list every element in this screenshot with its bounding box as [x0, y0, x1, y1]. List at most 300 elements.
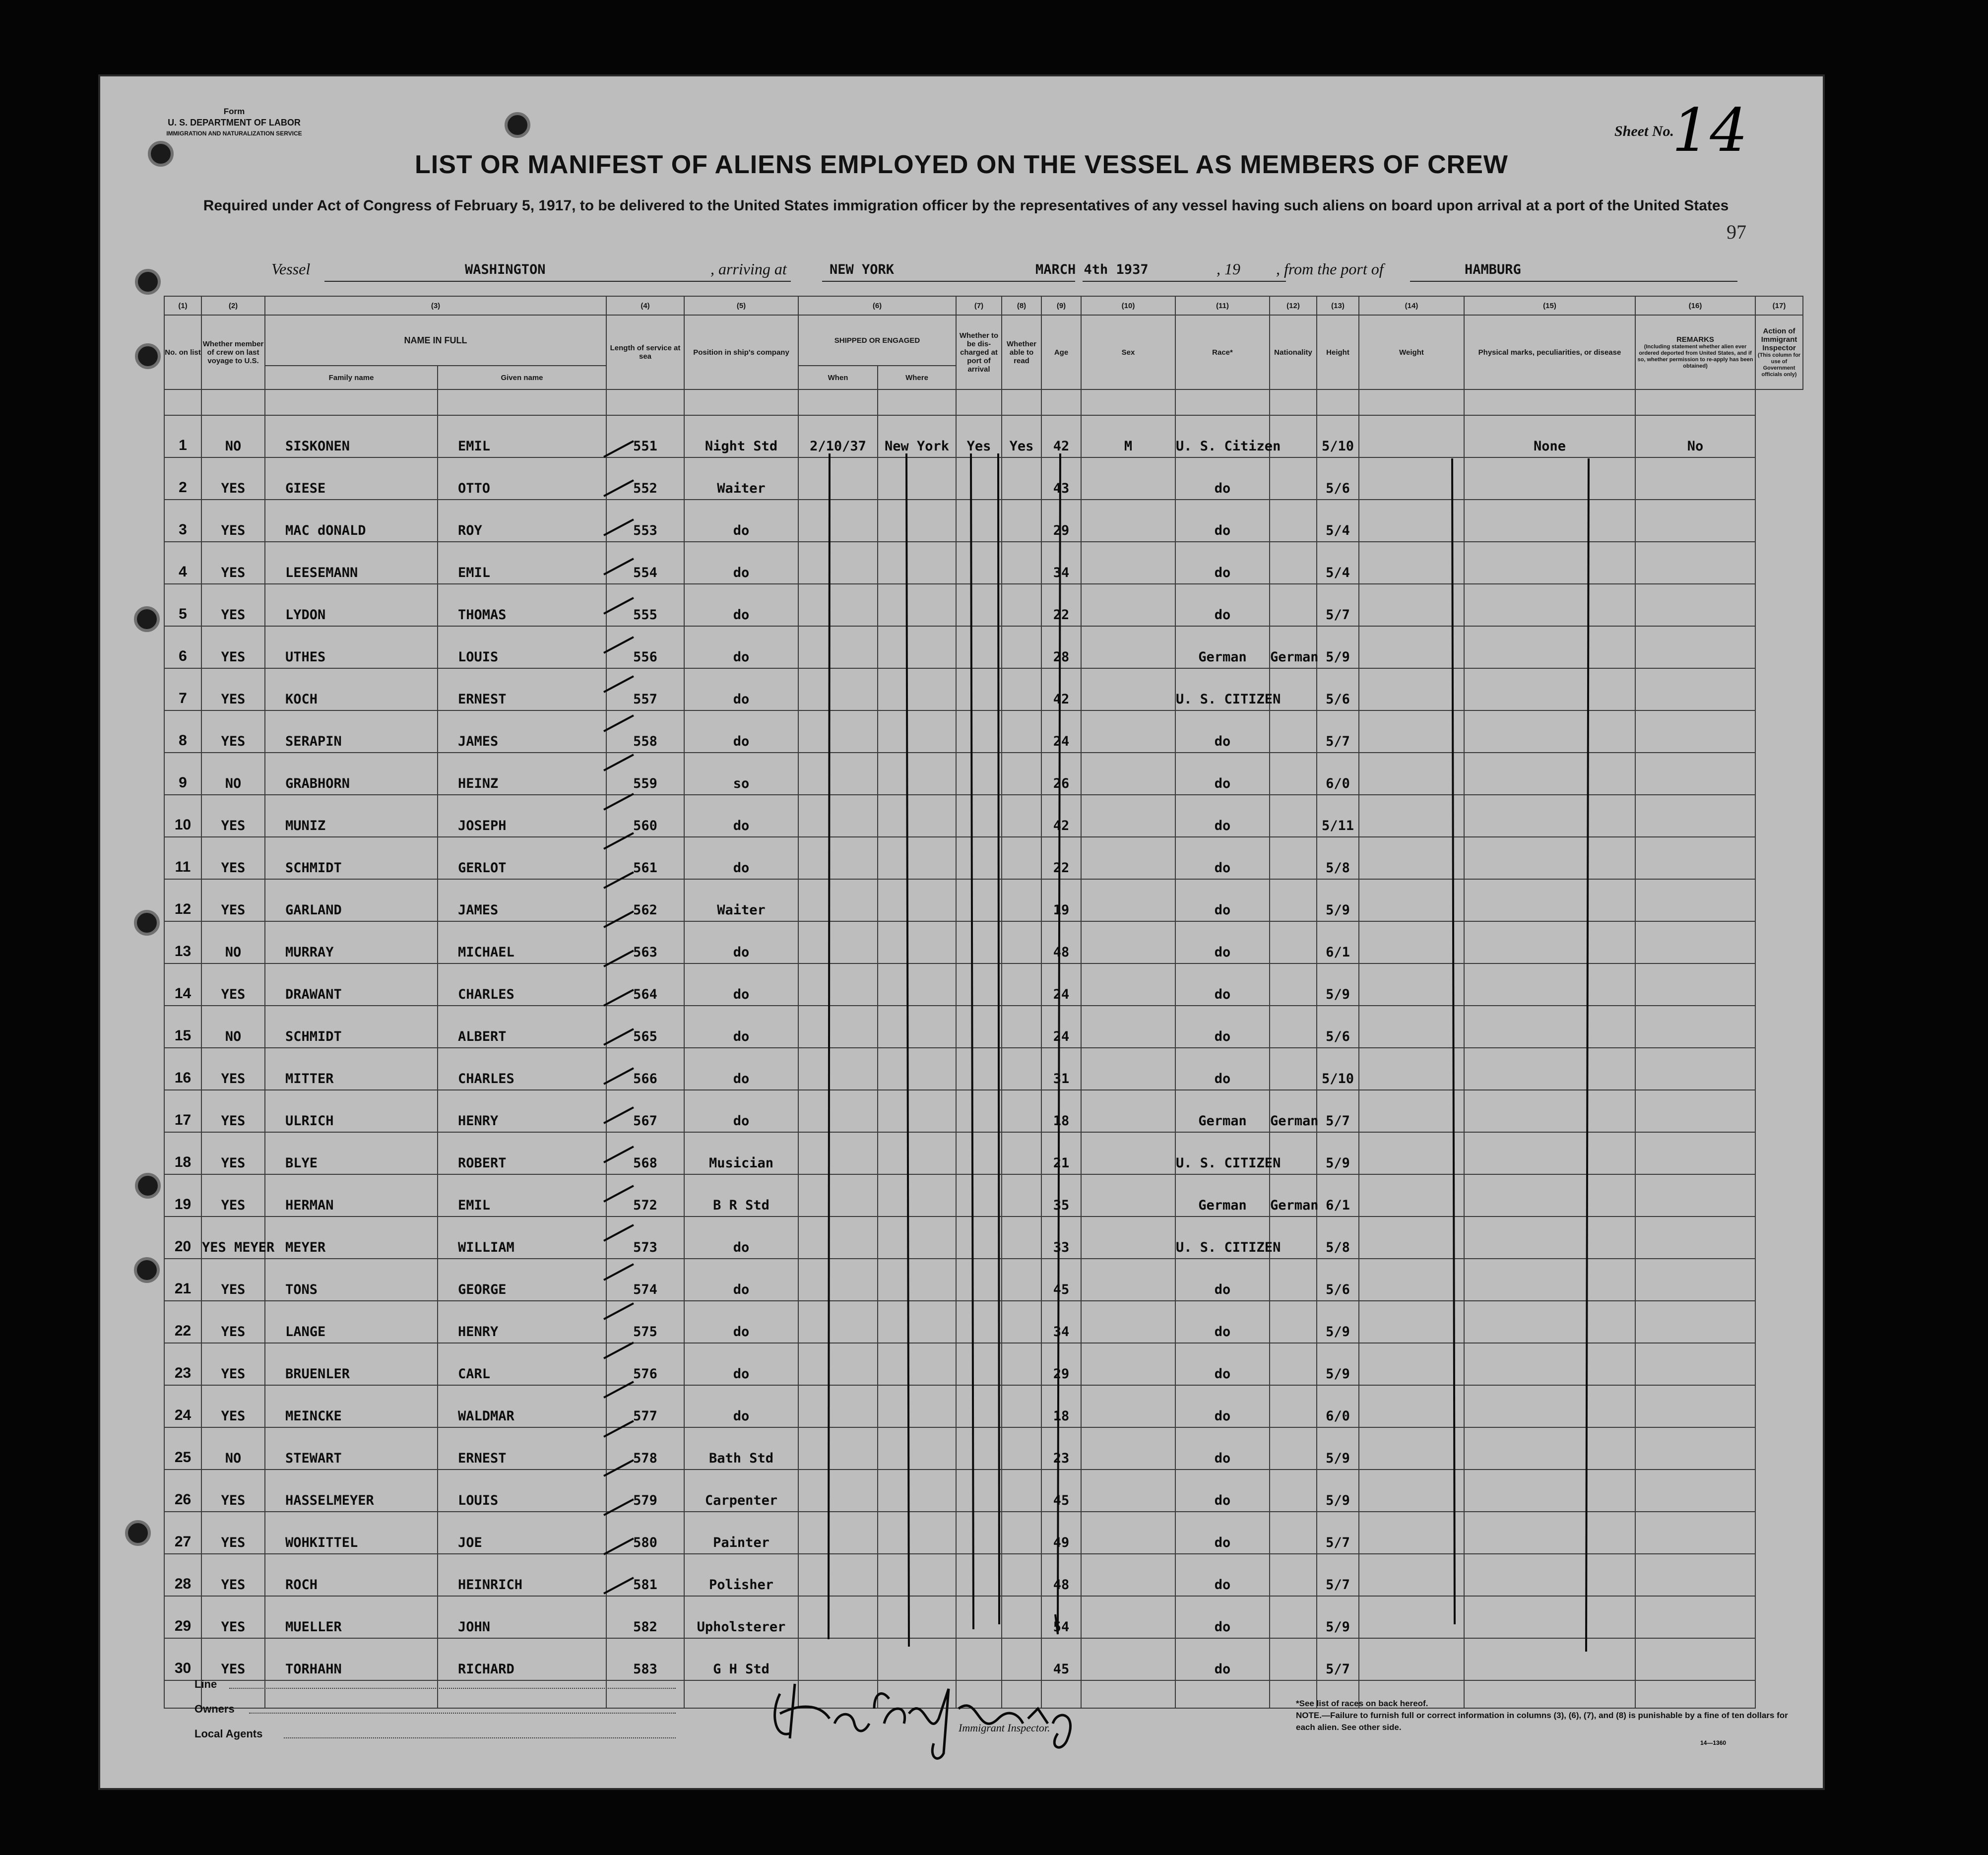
height-cell: 5/7 — [1317, 1090, 1359, 1132]
col-when: When — [798, 366, 878, 389]
weight-cell — [1359, 415, 1464, 457]
given-name-cell: CHARLES — [438, 1048, 606, 1090]
shipped-when-cell — [798, 963, 878, 1006]
col-num: (16) — [1635, 296, 1755, 315]
able-to-read-cell — [1002, 500, 1041, 542]
discharged-flag-cell — [956, 584, 1002, 626]
weight-cell — [1359, 1638, 1464, 1680]
discharged-flag-cell — [956, 837, 1002, 879]
col-able-to-read: Whether able to read — [1002, 315, 1041, 389]
punch-hole — [135, 269, 161, 295]
ship-position-cell: do — [684, 500, 798, 542]
footer-agents-rule — [284, 1737, 676, 1738]
col-name-in-full: NAME IN FULL — [265, 315, 606, 366]
sex-cell — [1081, 1470, 1175, 1512]
physical-marks-cell — [1464, 1554, 1635, 1596]
ship-position-cell: Night Std — [684, 415, 798, 457]
document-title: LIST OR MANIFEST OF ALIENS EMPLOYED ON THE VESSEL AS MEMBERS OF CREW — [415, 150, 1508, 179]
shipped-when-cell — [798, 1132, 878, 1174]
shipped-when-cell — [798, 1174, 878, 1216]
row-number-cell: 17 — [164, 1090, 201, 1132]
nationality-cell — [1270, 879, 1317, 921]
discharged-flag-cell — [956, 1385, 1002, 1427]
row-number-cell: 27 — [164, 1512, 201, 1554]
col-where: Where — [878, 366, 956, 389]
race-cell: U. S. CITIZEN — [1175, 1132, 1270, 1174]
crew-member-flag-cell: YES — [201, 1132, 265, 1174]
height-cell: 5/9 — [1317, 1301, 1359, 1343]
able-to-read-cell — [1002, 1048, 1041, 1090]
age-cell: 45 — [1041, 1259, 1081, 1301]
weight-cell — [1359, 1385, 1464, 1427]
ship-position-cell: do — [684, 1259, 798, 1301]
remarks-cell — [1635, 1216, 1755, 1259]
weight-cell — [1359, 1470, 1464, 1512]
able-to-read-cell — [1002, 626, 1041, 668]
row-number-cell: 20 — [164, 1216, 201, 1259]
discharged-flag-cell — [956, 753, 1002, 795]
physical-marks-cell — [1464, 1470, 1635, 1512]
row-number-cell: 23 — [164, 1343, 201, 1385]
service-length-cell: 561 — [606, 837, 684, 879]
crew-member-flag-cell: YES — [201, 457, 265, 500]
discharged-flag-cell — [956, 626, 1002, 668]
ship-position-cell: do — [684, 626, 798, 668]
family-name-cell: MUELLER — [265, 1596, 438, 1638]
given-name-cell: THOMAS — [438, 584, 606, 626]
nationality-cell — [1270, 1427, 1317, 1470]
height-cell: 5/6 — [1317, 457, 1359, 500]
discharged-flag-cell — [956, 1301, 1002, 1343]
discharged-flag-cell — [956, 879, 1002, 921]
remarks-cell — [1635, 837, 1755, 879]
height-cell: 5/9 — [1317, 879, 1359, 921]
discharged-flag-cell — [956, 1596, 1002, 1638]
shipped-where-cell — [878, 1512, 956, 1554]
row-number-cell: 6 — [164, 626, 201, 668]
nationality-cell — [1270, 500, 1317, 542]
service-length-cell: 560 — [606, 795, 684, 837]
table-row — [164, 879, 1803, 921]
given-name-cell: EMIL — [438, 1174, 606, 1216]
nationality-cell — [1270, 1596, 1317, 1638]
ship-position-cell: so — [684, 753, 798, 795]
able-to-read-cell — [1002, 921, 1041, 963]
family-name-cell: GIESE — [265, 457, 438, 500]
weight-cell — [1359, 1090, 1464, 1132]
age-cell: 24 — [1041, 710, 1081, 753]
physical-marks-cell — [1464, 1259, 1635, 1301]
able-to-read-cell — [1002, 1427, 1041, 1470]
sex-cell — [1081, 1512, 1175, 1554]
crew-member-flag-cell: YES — [201, 584, 265, 626]
race-cell: do — [1175, 1259, 1270, 1301]
shipped-when-cell — [798, 1259, 878, 1301]
nationality-cell — [1270, 1048, 1317, 1090]
table-row — [164, 668, 1803, 710]
service-length-cell: 575 — [606, 1301, 684, 1343]
height-cell: 5/9 — [1317, 1132, 1359, 1174]
col-no-on-list: No. on list — [164, 315, 201, 389]
physical-marks-cell — [1464, 457, 1635, 500]
crew-member-flag-cell: NO — [201, 1006, 265, 1048]
given-name-cell: ERNEST — [438, 668, 606, 710]
physical-marks-cell — [1464, 879, 1635, 921]
service-length-cell: 574 — [606, 1259, 684, 1301]
weight-cell — [1359, 1301, 1464, 1343]
race-cell: German — [1175, 626, 1270, 668]
height-cell: 5/7 — [1317, 1554, 1359, 1596]
age-cell: 18 — [1041, 1385, 1081, 1427]
discharged-flag-cell — [956, 1343, 1002, 1385]
ship-position-cell: do — [684, 1301, 798, 1343]
family-name-cell: DRAWANT — [265, 963, 438, 1006]
service-name: IMMIGRATION AND NATURALIZATION SERVICE — [166, 130, 302, 137]
nationality-cell — [1270, 1554, 1317, 1596]
race-cell: do — [1175, 500, 1270, 542]
remarks-cell — [1635, 1427, 1755, 1470]
table-row — [164, 1512, 1803, 1554]
family-name-cell: WOHKITTEL — [265, 1512, 438, 1554]
height-cell: 5/7 — [1317, 584, 1359, 626]
age-cell: 29 — [1041, 1343, 1081, 1385]
col-num: (17) — [1755, 296, 1803, 315]
ship-position-cell: Upholsterer — [684, 1596, 798, 1638]
shipped-where-cell — [878, 1343, 956, 1385]
inspector-signature — [760, 1664, 1088, 1763]
col-age: Age — [1041, 315, 1081, 389]
weight-cell — [1359, 1259, 1464, 1301]
shipped-where-cell — [878, 921, 956, 963]
table-row — [164, 500, 1803, 542]
able-to-read-cell — [1002, 963, 1041, 1006]
punch-hole — [135, 1173, 161, 1199]
blank-row — [164, 389, 1803, 415]
ship-position-cell: Waiter — [684, 879, 798, 921]
given-name-cell: HEINZ — [438, 753, 606, 795]
crew-member-flag-cell: YES — [201, 1343, 265, 1385]
given-name-cell: GEORGE — [438, 1259, 606, 1301]
row-number-cell: 30 — [164, 1638, 201, 1680]
discharged-flag-cell — [956, 457, 1002, 500]
row-number-cell: 24 — [164, 1385, 201, 1427]
remarks-cell — [1635, 710, 1755, 753]
shipped-when-cell — [798, 1343, 878, 1385]
service-length-cell: 579 — [606, 1470, 684, 1512]
age-cell: 18 — [1041, 1090, 1081, 1132]
table-row — [164, 584, 1803, 626]
weight-cell — [1359, 1216, 1464, 1259]
col-num: (8) — [1002, 296, 1041, 315]
remarks-cell — [1635, 921, 1755, 963]
age-cell: 31 — [1041, 1048, 1081, 1090]
remarks-cell — [1635, 1554, 1755, 1596]
age-cell: 22 — [1041, 584, 1081, 626]
sex-cell — [1081, 1259, 1175, 1301]
physical-marks-cell — [1464, 1427, 1635, 1470]
physical-marks-cell — [1464, 1596, 1635, 1638]
family-name-cell: HASSELMEYER — [265, 1470, 438, 1512]
service-length-cell: 567 — [606, 1090, 684, 1132]
ship-position-cell: do — [684, 963, 798, 1006]
service-length-cell: 562 — [606, 879, 684, 921]
given-name-cell: HEINRICH — [438, 1554, 606, 1596]
remarks-cell — [1635, 1048, 1755, 1090]
table-row — [164, 710, 1803, 753]
given-name-cell: WILLIAM — [438, 1216, 606, 1259]
document-subtitle: Required under Act of Congress of February 5, 1917, to be delivered to the United States immigration officer by the representatives of any vessel having such aliens on board upon arrival at a port of the United States — [203, 197, 1729, 214]
discharged-flag-cell — [956, 500, 1002, 542]
physical-marks-cell — [1464, 963, 1635, 1006]
able-to-read-cell — [1002, 1259, 1041, 1301]
shipped-where-cell — [878, 1048, 956, 1090]
footer-line-label: Line — [194, 1678, 217, 1690]
physical-marks-cell — [1464, 795, 1635, 837]
ship-position-cell: Polisher — [684, 1554, 798, 1596]
physical-marks-cell — [1464, 1216, 1635, 1259]
race-cell: do — [1175, 1638, 1270, 1680]
able-to-read-cell — [1002, 542, 1041, 584]
from-port-label: , from the port of — [1276, 260, 1384, 278]
nationality-cell — [1270, 837, 1317, 879]
col-length-service: Length of service at sea — [606, 315, 684, 389]
discharged-flag-cell — [956, 668, 1002, 710]
race-cell: do — [1175, 963, 1270, 1006]
service-length-cell: 572 — [606, 1174, 684, 1216]
sex-cell — [1081, 626, 1175, 668]
nationality-cell: German — [1270, 1090, 1317, 1132]
height-cell: 5/7 — [1317, 1638, 1359, 1680]
crew-member-flag-cell: YES — [201, 795, 265, 837]
weight-cell — [1359, 1512, 1464, 1554]
col-position: Position in ship's company — [684, 315, 798, 389]
race-cell: German — [1175, 1174, 1270, 1216]
physical-marks-cell — [1464, 584, 1635, 626]
weight-cell — [1359, 837, 1464, 879]
shipped-where-cell — [878, 795, 956, 837]
age-cell: 24 — [1041, 963, 1081, 1006]
discharged-flag-cell — [956, 1132, 1002, 1174]
col-remarks — [1635, 315, 1755, 389]
discharged-flag-cell — [956, 1006, 1002, 1048]
sex-cell — [1081, 1301, 1175, 1343]
sheet-label: Sheet No. — [1614, 123, 1674, 139]
races-note: *See list of races on back hereof. — [1296, 1699, 1428, 1708]
race-cell: do — [1175, 1343, 1270, 1385]
service-length-cell: 556 — [606, 626, 684, 668]
height-cell: 5/4 — [1317, 500, 1359, 542]
remarks-cell — [1635, 1596, 1755, 1638]
race-cell: do — [1175, 1554, 1270, 1596]
sex-cell — [1081, 1090, 1175, 1132]
able-to-read-cell — [1002, 1090, 1041, 1132]
weight-cell — [1359, 1427, 1464, 1470]
weight-cell — [1359, 668, 1464, 710]
nationality-cell — [1270, 1470, 1317, 1512]
family-name-cell: MUNIZ — [265, 795, 438, 837]
weight-cell — [1359, 1006, 1464, 1048]
service-length-cell: 578 — [606, 1427, 684, 1470]
remarks-cell — [1635, 1090, 1755, 1132]
row-number-cell: 25 — [164, 1427, 201, 1470]
age-cell: 34 — [1041, 1301, 1081, 1343]
height-cell: 5/10 — [1317, 415, 1359, 457]
shipped-when-cell — [798, 542, 878, 584]
footer-notes — [1296, 1698, 1792, 1733]
col-discharged: Whether to be dis-charged at port of arrival — [956, 315, 1002, 389]
table-row — [164, 1132, 1803, 1174]
family-name-cell: UTHES — [265, 626, 438, 668]
row-number-cell: 2 — [164, 457, 201, 500]
shipped-when-cell — [798, 457, 878, 500]
discharged-flag-cell — [956, 1216, 1002, 1259]
sex-cell — [1081, 710, 1175, 753]
shipped-when-cell — [798, 879, 878, 921]
col-num: (4) — [606, 296, 684, 315]
nationality-cell — [1270, 542, 1317, 584]
sex-cell: M — [1081, 415, 1175, 457]
able-to-read-cell — [1002, 1512, 1041, 1554]
sex-cell — [1081, 879, 1175, 921]
table-row — [164, 626, 1803, 668]
given-name-cell: JAMES — [438, 879, 606, 921]
able-to-read-cell — [1002, 1216, 1041, 1259]
sex-cell — [1081, 1343, 1175, 1385]
discharged-flag-cell — [956, 710, 1002, 753]
crew-member-flag-cell: YES — [201, 1259, 265, 1301]
height-cell: 6/1 — [1317, 921, 1359, 963]
nationality-cell — [1270, 1301, 1317, 1343]
age-cell: 21 — [1041, 1132, 1081, 1174]
shipped-when-cell — [798, 1470, 878, 1512]
punch-hole — [125, 1520, 151, 1546]
able-to-read-cell — [1002, 1006, 1041, 1048]
remarks-cell — [1635, 1343, 1755, 1385]
col-num: (11) — [1175, 296, 1270, 315]
remarks-cell — [1635, 795, 1755, 837]
row-number-cell: 18 — [164, 1132, 201, 1174]
height-cell: 5/11 — [1317, 795, 1359, 837]
given-name-cell: ROBERT — [438, 1132, 606, 1174]
table-row — [164, 1596, 1803, 1638]
sheet-number: 14 — [1672, 96, 1748, 165]
given-name-cell: ERNEST — [438, 1427, 606, 1470]
sex-cell — [1081, 921, 1175, 963]
race-cell: do — [1175, 753, 1270, 795]
sex-cell — [1081, 1174, 1175, 1216]
crew-manifest-table — [164, 296, 1803, 1709]
family-name-cell: TORHAHN — [265, 1638, 438, 1680]
physical-marks-cell — [1464, 626, 1635, 668]
sex-cell — [1081, 542, 1175, 584]
able-to-read-cell — [1002, 753, 1041, 795]
col-num: (1) — [164, 296, 201, 315]
nationality-cell — [1270, 457, 1317, 500]
weight-cell — [1359, 1343, 1464, 1385]
discharged-flag-cell — [956, 542, 1002, 584]
col-height: Height — [1317, 315, 1359, 389]
race-cell: do — [1175, 837, 1270, 879]
family-name-cell: MEINCKE — [265, 1385, 438, 1427]
crew-member-flag-cell: YES — [201, 1174, 265, 1216]
arriving-label: , arriving at — [710, 260, 787, 278]
sex-cell — [1081, 1048, 1175, 1090]
service-length-cell: 558 — [606, 710, 684, 753]
discharged-flag-cell — [956, 795, 1002, 837]
age-cell: 19 — [1041, 879, 1081, 921]
family-name-cell: MURRAY — [265, 921, 438, 963]
row-number-cell: 1 — [164, 415, 201, 457]
sex-cell — [1081, 668, 1175, 710]
footer-line-rule — [229, 1688, 676, 1689]
remarks-cell — [1635, 584, 1755, 626]
crew-member-flag-cell: YES — [201, 710, 265, 753]
crew-member-flag-cell: YES — [201, 626, 265, 668]
row-number-cell: 10 — [164, 795, 201, 837]
physical-marks-cell — [1464, 1048, 1635, 1090]
crew-member-flag-cell: YES — [201, 1048, 265, 1090]
weight-cell — [1359, 1048, 1464, 1090]
col-sex: Sex — [1081, 315, 1175, 389]
crew-rows — [164, 415, 1803, 1680]
given-name-cell: LOUIS — [438, 1470, 606, 1512]
col-num: (5) — [684, 296, 798, 315]
given-name-cell: WALDMAR — [438, 1385, 606, 1427]
height-cell: 6/1 — [1317, 1174, 1359, 1216]
discharged-flag-cell — [956, 1259, 1002, 1301]
shipped-where-cell — [878, 1301, 956, 1343]
given-name-cell: HENRY — [438, 1301, 606, 1343]
crew-member-flag-cell: YES — [201, 542, 265, 584]
table-row — [164, 1048, 1803, 1090]
crew-member-flag-cell: YES — [201, 668, 265, 710]
nationality-cell — [1270, 795, 1317, 837]
sex-cell — [1081, 963, 1175, 1006]
weight-cell — [1359, 1596, 1464, 1638]
able-to-read-cell — [1002, 1174, 1041, 1216]
family-name-cell: TONS — [265, 1259, 438, 1301]
crew-member-flag-cell: YES — [201, 1638, 265, 1680]
physical-marks-cell — [1464, 1343, 1635, 1385]
remarks-cell — [1635, 963, 1755, 1006]
height-cell: 5/8 — [1317, 1216, 1359, 1259]
discharged-flag-cell — [956, 1090, 1002, 1132]
row-number-cell: 5 — [164, 584, 201, 626]
col-num: (13) — [1317, 296, 1359, 315]
row-number-cell: 12 — [164, 879, 201, 921]
crew-member-flag-cell: YES — [201, 1470, 265, 1512]
race-cell: do — [1175, 921, 1270, 963]
shipped-where-cell — [878, 1554, 956, 1596]
nationality-cell — [1270, 1638, 1317, 1680]
race-cell: do — [1175, 584, 1270, 626]
physical-marks-cell — [1464, 1385, 1635, 1427]
given-name-cell: JOSEPH — [438, 795, 606, 837]
footer-owners-rule — [249, 1713, 676, 1714]
sex-cell — [1081, 753, 1175, 795]
service-length-cell: 577 — [606, 1385, 684, 1427]
col-num: (9) — [1041, 296, 1081, 315]
age-cell: 22 — [1041, 837, 1081, 879]
able-to-read-cell: Yes — [1002, 415, 1041, 457]
remarks-cell — [1635, 879, 1755, 921]
sex-cell — [1081, 500, 1175, 542]
remarks-cell — [1635, 1132, 1755, 1174]
age-cell: 26 — [1041, 753, 1081, 795]
weight-cell — [1359, 879, 1464, 921]
crew-member-flag-cell: YES — [201, 1596, 265, 1638]
table-row — [164, 1301, 1803, 1343]
